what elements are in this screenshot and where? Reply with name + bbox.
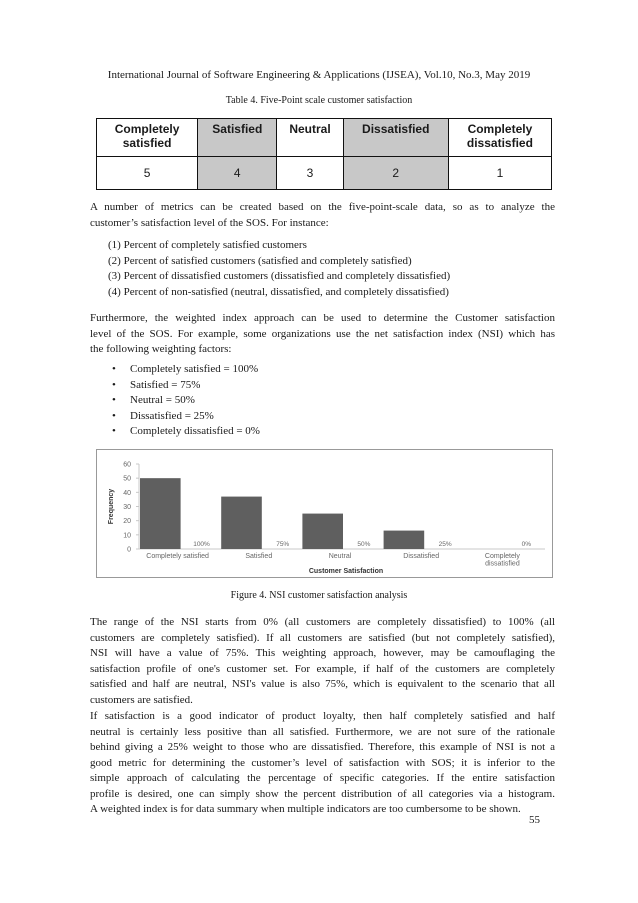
category-label: Dissatisfied	[403, 553, 440, 560]
y-tick-label: 20	[123, 518, 131, 526]
list-item: • Satisfied = 75%	[112, 378, 201, 391]
category-label: Completely satisfied	[146, 553, 209, 560]
header-satisfied: Satisfied	[198, 119, 277, 157]
data-label: 75%	[276, 541, 290, 548]
y-tick-label: 0	[127, 546, 131, 554]
chart-svg	[97, 450, 552, 577]
y-tick-label: 60	[123, 461, 131, 469]
list-item: (3) Percent of dissatisfied customers (dissatisfied and completely dissatisfied)	[108, 270, 451, 282]
weighting-factors-list	[112, 362, 260, 440]
list-item: (4) Percent of non-satisfied (neutral, dissatisfied, and completely dissatisfied)	[108, 285, 449, 298]
value-completely-dissatisfied: 1	[448, 157, 551, 190]
bar-4	[384, 531, 425, 549]
list-item: • Dissatisfied = 25%	[112, 409, 214, 422]
y-tick-label: 30	[123, 504, 131, 511]
value-neutral: 3	[277, 157, 343, 190]
value-satisfied: 4	[198, 157, 277, 190]
category-label: dissatisfied	[485, 560, 520, 568]
paragraph-satisfaction-loyalty: If satisfaction is a good indicator of product loyalty, then half completely satisfied and half neutral is certainly less positive than all satisfied. Furthermore, we are not sure of the rationale behind giving a 25% weight to those who are dissatisfied. Therefore, this example of NSI is not a good metric for determining the customer’s level of satisfaction with SOS; it is inferior to the simple approach of calculating the percentage of specific categories. If the entire satisfaction profile is desired, one can simply show the percent distribution of all categories via a histogram. A weighted index is for data summary when multiple indicators are too cumbersome to be shown.	[90, 710, 555, 815]
category-label: Completely	[484, 553, 520, 560]
data-label: 100%	[193, 541, 210, 548]
list-item: (1) Percent of completely satisfied customers	[108, 239, 307, 251]
category-label: Satisfied	[245, 553, 273, 560]
list-item: • Completely satisfied = 100%	[112, 363, 259, 375]
header-completely-dissatisfied: Completely dissatisfied	[448, 119, 551, 157]
y-tick-label: 50	[123, 475, 131, 483]
paragraph-metrics-intro: A number of metrics can be created based on the five-point-scale data, so as to analyze the customer’s satisfaction level of the SOS. For instance:	[90, 201, 555, 229]
bar-2	[221, 497, 262, 549]
header-completely-satisfied: Completely satisfied	[97, 119, 198, 157]
y-tick-label: 40	[123, 489, 131, 497]
bar-3	[302, 514, 343, 549]
page-number: 55	[529, 814, 540, 826]
category-label: Neutral	[328, 553, 352, 560]
x-axis-label: Customer Satisfaction	[308, 568, 384, 575]
header-dissatisfied: Dissatisfied	[343, 119, 448, 157]
data-label: 25%	[438, 541, 452, 548]
header-neutral: Neutral	[277, 119, 343, 157]
satisfaction-scale-table	[96, 118, 552, 190]
data-label: 0%	[521, 541, 532, 548]
value-completely-satisfied: 5	[97, 157, 198, 190]
paragraph-weighted-index: Furthermore, the weighted index approach can be used to determine the Customer satisfaction level of the SOS. For example, some organizations use the net satisfaction index (NSI) which has the following weighting factors:	[90, 312, 555, 355]
bar-1	[140, 478, 181, 549]
y-tick-label: 10	[123, 532, 131, 540]
table-header-row	[97, 119, 552, 157]
table-value-row	[97, 157, 552, 190]
figure-caption: Figure 4. NSI customer satisfaction analysis	[230, 590, 408, 601]
value-dissatisfied: 2	[343, 157, 448, 190]
data-label: 50%	[357, 541, 371, 548]
table-caption: Table 4. Five-Point scale customer satisfaction	[225, 95, 413, 106]
journal-header: International Journal of Software Engineering & Applications (IJSEA), Vol.10, No.3, May 2019	[107, 69, 531, 81]
nsi-chart	[96, 449, 553, 578]
paragraph-nsi-range: The range of the NSI starts from 0% (all customers are completely dissatisfied) to 100% (all customers are completely satisfied). If all customers are satisfied (but not completely satisfied), NSI will have a value of 75%. This weighting approach, however, may be camouflaging the satisfaction profile of one's customer set. For example, if half of the customers are completely satisfied and half are neutral, NSI's value is also 75%, which is equivalent to the scenario that all customers are satisfied.	[90, 616, 555, 706]
metrics-list	[108, 238, 450, 300]
list-item: • Completely dissatisfied = 0%	[112, 425, 260, 437]
list-item: (2) Percent of satisfied customers (satisfied and completely satisfied)	[108, 254, 412, 267]
y-axis-label: Frequency	[108, 488, 115, 525]
list-item: • Neutral = 50%	[112, 394, 195, 406]
